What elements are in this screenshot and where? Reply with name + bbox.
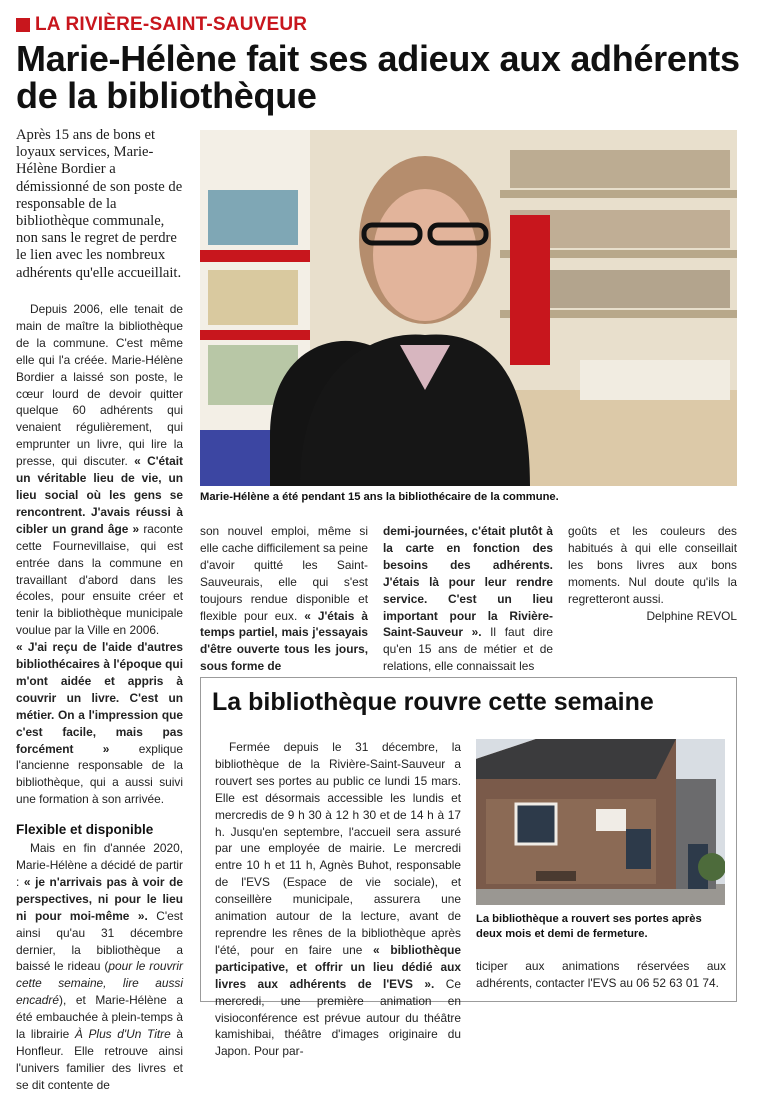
box-text-end: ticiper aux animations réservées aux adhérents, contacter l'EVS au 06 52 63 01 74.: [476, 959, 726, 990]
box-photo-caption: La bibliothèque a rouvert ses portes après deux mois et demi de fermeture.: [476, 913, 702, 940]
paragraph: C'est ainsi qu'au 31 décembre dernier, la bibliothèque a baissé le rideau (: [16, 908, 183, 974]
subheading: Flexible et disponible: [16, 822, 154, 838]
shop-name: À Plus d'Un Titre: [74, 1027, 171, 1042]
paragraph: Fermée depuis le 31 décembre, la bibliothèque de la Rivière-Saint-Sauveur a rouvert ses portes au public ce lundi 15 mars. Elle est désormais accessible les lundis et mercredis de 9 h 30 à 12 h 30 et de 14 h à 17 h. Jusqu'en septembre, l'accueil sera assuré par une employée de mairie. Le mercredi entre 10 h et 11 h, Agnès Buhot, responsable de l'EVS (Espace de vie sociale), et conseillère municipale, assurera une animation autour de la lecture, avant de reprendre les rênes de la bibliothèque après l'été, pour en faire une: [215, 740, 461, 957]
quote: « C'était un véritable lieu de vie, un lieu social où les gens se rencontrent. J'avais réussi à cibler un grand âge »: [16, 454, 183, 536]
quote: demi-journées, c'était plutôt à la carte en fonction des besoins des adhérents. J'étais là pour leur rendre service. C'est un lieu important pour la Rivière-Saint-Sauveur ».: [383, 524, 553, 640]
article-column-2: [200, 523, 368, 675]
paragraph: à Honfleur. Elle retrouve ainsi l'univers familier des livres et se dit contente de: [16, 1027, 183, 1092]
quote: « je n'arrivais pas à voir de perspectives, ni pour le lieu ni pour moi-même ».: [16, 874, 183, 923]
byline: Delphine REVOL: [646, 608, 737, 623]
quote: « J'étais à temps partiel, mais j'essayais d'être ouverte tous les jours, sous forme de: [200, 608, 368, 674]
red-square-icon: [16, 18, 30, 32]
headline: Marie-Hélène fait ses adieux aux adhérents de la bibliothèque: [16, 38, 740, 116]
building-illustration: [476, 739, 725, 905]
box-title: La bibliothèque rouvre cette semaine: [212, 688, 654, 716]
kicker-text: LA RIVIÈRE-SAINT-SAUVEUR: [35, 14, 308, 35]
box-text: [215, 739, 461, 1060]
paragraph: explique l'ancienne responsable de la bibliothèque, qui a aussi suivi une formation à son arrivée.: [16, 741, 183, 807]
paragraph: Depuis 2006, elle tenait de main de maître la bibliothèque de la commune. C'est même elle qui l'a créée. Marie-Hélène Bordier a laissé son poste, le cœur lourd de devoir quitter quelque 60 adhérents qui venaient régulièrement, qui emprunter un livre, qui lire la presse, qui discuter.: [16, 302, 183, 469]
quote: « bibliothèque participative, et offrir un lieu dédié aux livres aux adhérents de l'EVS ».: [215, 942, 461, 991]
italic-note: pour le rouvrir cette semaine, lire aussi encadré: [16, 959, 183, 1008]
paragraph: raconte cette Fournevillaise, qui est entrée dans la commune en travaillant d'abord dans les écoles, pour ensuite créer et tenir la bibliothèque municipale voulue par la Ville en 2006.: [16, 521, 183, 638]
article-column-4: [568, 523, 737, 624]
article-column-3: [383, 523, 553, 675]
quote: « J'ai reçu de l'aide d'autres bibliothécaires à l'époque qui m'ont aidée et appris à couvrir un livre. C'est un métier. On a l'impression que c'est facile, mais pas forcément »: [16, 640, 183, 756]
library-building-photo: [476, 739, 725, 905]
main-photo: [200, 130, 737, 486]
paragraph: ), et Marie-Hélène a été embauchée à plein-temps à la librairie: [16, 993, 183, 1042]
lede: Après 15 ans de bons et loyaux services, Marie-Hélène Bordier a démissionné de son poste de responsable de la bibliothèque communale, non sans le regret de perdre le lien avec les nombreux adhérents qu'elle accueillait.: [16, 127, 183, 281]
paragraph: son nouvel emploi, même si elle cache difficilement sa peine d'avoir quitté les Saint-Sauveurais, elle qui s'est toujours rendue disponible et flexible pour eux.: [200, 524, 368, 623]
paragraph: Ce mercredi, une première animation en visioconférence est prévue autour du théâtre kamishibai, théâtre d'images originaire du Japon. Pour par-: [215, 976, 461, 1059]
section-kicker: [16, 14, 307, 36]
photo-caption: Marie-Hélène a été pendant 15 ans la bibliothécaire de la commune.: [200, 491, 559, 503]
paragraph: Il faut dire qu'en 15 ans de métier et de relations, elle connaissait les: [383, 625, 553, 674]
article-column-1: [16, 301, 183, 1094]
paragraph: Mais en fin d'année 2020, Marie-Hélène a décidé de partir :: [16, 841, 183, 889]
photo-illustration: [200, 130, 737, 486]
paragraph: goûts et les couleurs des habitués à qui elle conseillait les bons livres aux bons moments. Nul doute qu'ils la regretteront aussi.: [568, 524, 737, 606]
